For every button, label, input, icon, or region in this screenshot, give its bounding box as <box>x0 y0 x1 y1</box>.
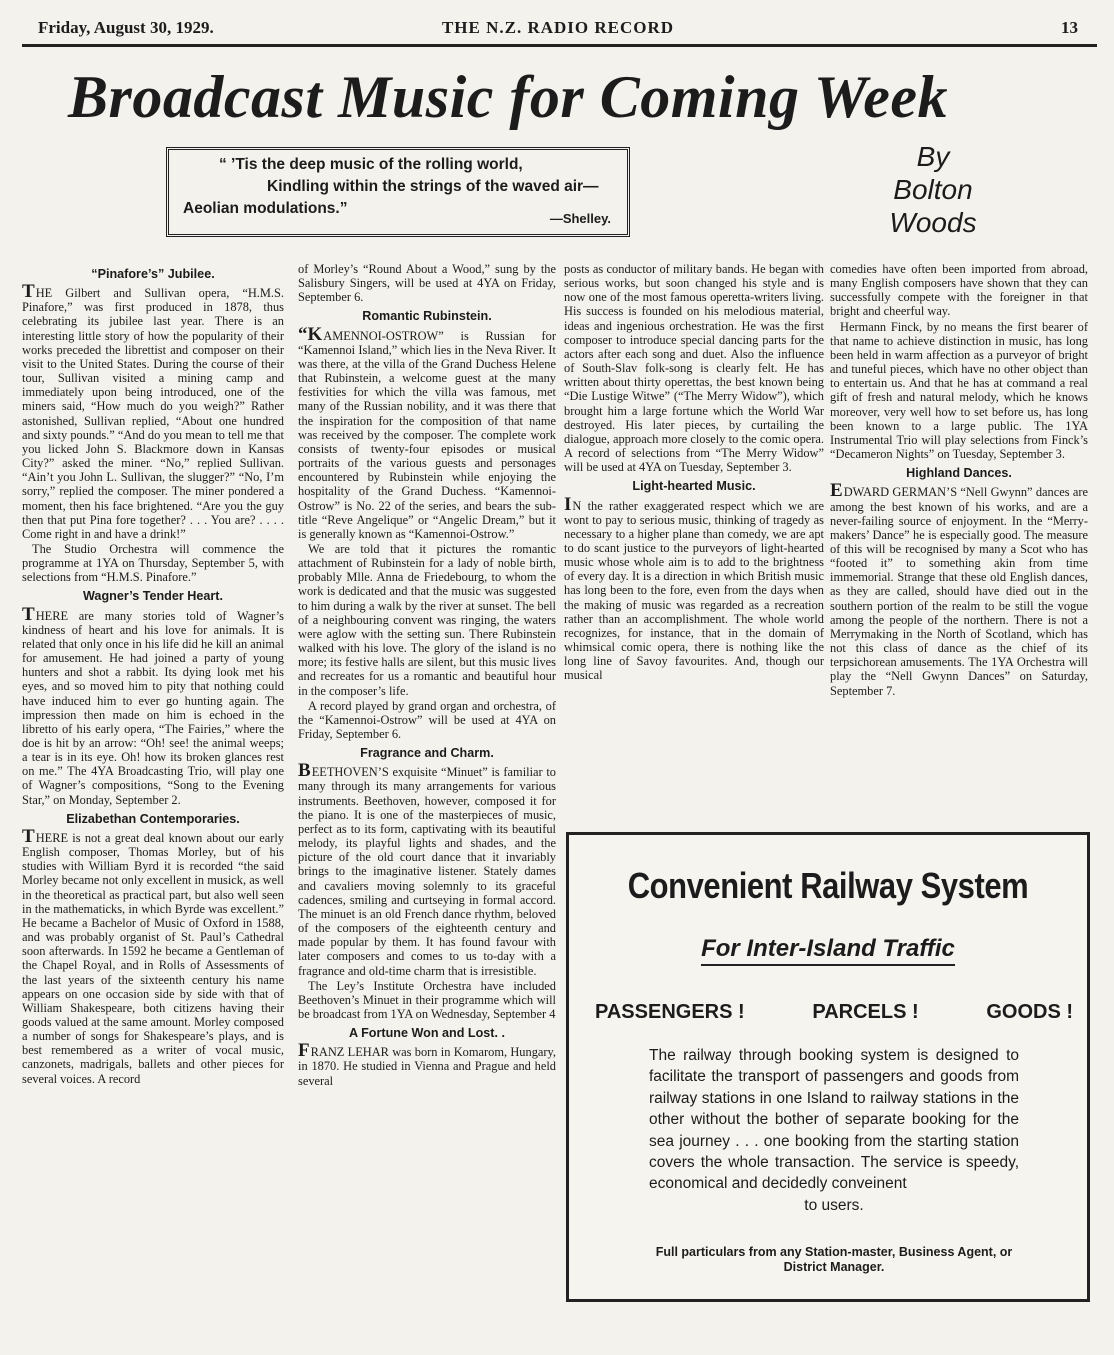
article-paragraph: THE Gilbert and Sullivan opera, “H.M.S. Pinafore,” was first produced in 1878, thus celebrating its jubilee last year. There is an interesting little story of how the popularity of their works preceded the librettist and composer on their visit to the United States. During the course of their tour, Sullivan visited a mining camp and immediately upon being introduced, one of the miners said, “How much do you weigh?” Rather astonished, Sullivan replied, “About one hundred and sixty pounds.” “And do you mean to tell me that you licked John S. Blackmore down in Kansas City?” asked the miner. “No,” replied Sullivan. “Ain’t you John L. Sullivan, the slugger?” “No, I’m sorry,” replied the composer. The miner pondered a moment, then his face brightened. “Are you the guy then that put Pina fore together? . . . You are? . . . . Come right in and have a drink!” <box>22 281 284 541</box>
drop-cap: I <box>564 493 572 515</box>
column-3 <box>564 262 824 684</box>
article-heading: “Pinafore’s” Jubilee. <box>91 267 215 281</box>
epigraph-attribution: —Shelley. <box>549 211 611 226</box>
article-paragraph: “KAMENNOI-OSTROW” is Russian for “Kamennoi Island,” which lies in the Neva River. It was there, at the villa of the Grand Duchess Helene that Rubinstein, a welcome guest at the many festivities for which the villa was famous, met many of the Russian nobility, and it was there that the inspiration for the composition of that name was received by the composer. The complete work consists of twenty-four episodes or musical portraits of the various guests and personages encountered by Rubinstein while enjoying the hospitality of the Grand Duchess. “Kamennoi-Ostrow” is No. 22 of the series, and bears the sub-title “Reve Angelique” or “Angelic Dream,” but it is generally known as “Kamennoi-Ostrow.” <box>298 323 556 541</box>
article-paragraph: FRANZ LEHAR was born in Komarom, Hungary, in 1870. He studied in Vienna and Prague and held several <box>298 1040 556 1088</box>
article-paragraph: comedies have often been imported from abroad, many English composers have shown that they can successfully compete with the foreigner in that bright and cheerful way. <box>830 262 1088 319</box>
article-heading: Elizabethan Contemporaries. <box>66 811 240 826</box>
drop-cap: F <box>298 1040 310 1062</box>
byline-name-first: Bolton <box>893 174 973 205</box>
epigraph-line: Aeolian modulations.” <box>183 200 348 217</box>
advert-title: Convenient Railway System <box>627 865 1029 906</box>
advert-service-parcels: PARCELS ! <box>812 1001 919 1023</box>
article-paragraph: The Ley’s Institute Orchestra have included Beethoven’s Minuet in their programme which will be broadcast from 1YA on Wednesday, September 4 <box>298 978 556 1021</box>
article-paragraph: posts as conductor of military bands. He began with serious works, but soon changed his style and is now one of the most famous operetta-writers living. His success is founded on his melodious material, ideas and ingenious orchestration. He was the first composer to introduce special dancing parts for the actors after each song and duet. Also the influence of South-Slav folk-song is clearly felt. He has written about thirty operettas, the best known being “Die Lustige Witwe” (“The Merry Widow”), which brought him a large fortune which the World War destroyed. His later pieces, by curtailing the dialogue, approach more closely to the comic opera. A record of selections from “The Merry Widow” will be used at 4YA on Tuesday, September 3. <box>564 262 824 475</box>
article-heading: Light-hearted Music. <box>632 479 756 494</box>
article-paragraph: A record played by grand organ and orchestra, of the “Kamennoi-Ostrow” will be used at 4YA on Friday, September 6. <box>298 698 556 741</box>
epigraph-box <box>166 147 630 237</box>
article-heading: Wagner’s Tender Heart. <box>83 589 223 604</box>
drop-cap: T <box>22 603 35 625</box>
advert-service-goods: GOODS ! <box>986 1001 1073 1023</box>
epigraph-line: “ ’Tis the deep music of the rolling world, <box>219 156 523 173</box>
drop-cap: “K <box>298 323 323 345</box>
byline-by: By <box>916 141 950 172</box>
drop-cap: B <box>298 760 311 782</box>
epigraph-line: Kindling within the strings of the waved air— <box>267 178 599 195</box>
article-heading: Fragrance and Charm. <box>360 746 494 761</box>
drop-cap: T <box>22 825 35 847</box>
page-number: 13 <box>1061 18 1078 37</box>
article-paragraph: of Morley’s “Round About a Wood,” sung by the Salisbury Singers, will be used at 4YA on Friday, September 6. <box>298 262 556 305</box>
article-paragraph: BEETHOVEN’S exquisite “Minuet” is familiar to many through its many arrangements for various instruments. Beethoven, however, composed it for the piano. It is one of the masterpieces of music, perfect as to its form, captivating with its beautiful melody, its playful lights and shades, and the picture of the old court dance that it invariably brings to the imaginative listener. Stately dames and cavaliers moving solemnly to its graceful cadences, smiling and curtseying in formal accord. The minuet is an old French dance rhythm, beloved of the composers of the eighteenth century and made popular by them. It has found favour with later composers and comes to us to-day with a fragrance and old-time charm that is irresistible. <box>298 760 556 978</box>
article-paragraph: IN the rather exaggerated respect which we are wont to pay to serious music, thinking of tragedy as necessary to a higher plane than comedy, we are apt to do scant justice to the purveyors of light-hearted music whose whole aim is to add to the brightness of every day. It is a direction in which British music has long been to the fore, even from the days when the making of music was regarded as a recreation rather than an accomplishment. The whole world recognizes, for instance, that in the domain of whimsical comic opera, there is nothing like the long line of Savoy favourites. And, though our musical <box>564 493 824 683</box>
article-paragraph: THERE are many stories told of Wagner’s kindness of heart and his love for animals. It is related that only once in his life did he kill an animal for amusement. He had joined a party of young hunters and shot a rabbit. Its dying look met his eyes, and so moved him to pity that nothing could have induced him to ever go hunting again. The impression then made on him is echoed in the libretto of his early opera, “The Fairies,” where the doe is hit by an arrow: “Oh! see! the animal weeps; a tear is in its eye. Oh! how its broken glances rest on me.” The 4YA Broadcasting Trio, will play one of Wagner’s compositions, “Song to the Evening Star,” on Monday, September 2. <box>22 603 284 807</box>
page-title: Broadcast Music for Coming Week <box>68 64 949 130</box>
header-rule <box>22 44 1097 47</box>
column-1 <box>22 262 284 1087</box>
article-heading: A Fortune Won and Lost. . <box>348 1026 505 1041</box>
advert-subtitle: For Inter-Island Traffic <box>569 935 1087 963</box>
issue-date: Friday, August 30, 1929. <box>38 18 214 37</box>
article-paragraph: EDWARD GERMAN’S “Nell Gwynn” dances are among the best known of his works, and are a never-failing source of enjoyment. In the “Merry-makers’ Dance” he is especially good. The measure of this will be recognised by many a Scot who has “footed it” to something akin from time immemorial. Strange that these old English dances, as they are called, should have died out in the southern portion of the realm to be still the vogue among the people of the northern. There is not a Merrymaking in the North of Scotland, which has not this class of dance as the chief of its terpsichorean amusements. The 1YA Orchestra will play the “Nell Gwynn Dances” on Saturday, September 7. <box>830 480 1088 698</box>
article-heading: Romantic Rubinstein. <box>362 309 492 324</box>
railway-advertisement <box>566 832 1090 1302</box>
article-paragraph: We are told that it pictures the romantic attachment of Rubinstein for a lady of noble birth, probably Mlle. Anna de Friedebourg, to whom the work is dedicated and that the music was suggested to him during a walk by the river at sunset. The bell of a neighbouring convent was ringing, the waters were aglow with the setting sun. There Rubinstein walked with his love. The glory of the island is no more; its festive halls are silent, but this music lives and recreates for us a romantic and beautiful hour in the composer’s life. <box>298 541 556 698</box>
article-paragraph: The Studio Orchestra will commence the programme at 1YA on Thursday, September 5, with selections from “H.M.S. Pinafore.” <box>22 541 284 585</box>
advert-body: The railway through booking system is designed to facilitate the transport of passengers and goods from railway stations in one Island to railway stations in the other without the bother of separate booking for the sea journey . . . one booking from the starting station covers the whole transaction. The service is speedy, economical and decidedly conveinent to users. <box>649 1047 1019 1214</box>
article-paragraph: Hermann Finck, by no means the first bearer of that name to achieve distinction in music, has long been held in warm affection as a purveyor of bright and tuneful pieces, which have no other object than to entertain us. And that he has at command a real gift of fresh and natural melody, which he knows moreover, very well how to set before us, has long been known to a large public. The 1YA Instrumental Trio will play selections from Finck’s “Decameron Nights” on Tuesday, September 3. <box>830 319 1088 462</box>
advert-footer: Full particulars from any Station-master, Business Agent, or District Manager. <box>655 1245 1013 1274</box>
drop-cap: T <box>22 281 35 303</box>
advert-services <box>595 1001 1073 1024</box>
drop-cap: E <box>830 480 843 502</box>
publication-name: THE N.Z. RADIO RECORD <box>441 18 675 37</box>
column-2 <box>298 262 556 1089</box>
byline-name-last: Woods <box>889 207 977 238</box>
article-heading: Highland Dances. <box>906 466 1012 481</box>
byline <box>858 140 1008 239</box>
article-paragraph: THERE is not a great deal known about our early English composer, Thomas Morley, but of his studies with William Byrd it is recorded “the said Morley became not only excellent in musick, as well in the theoretical as practical part, but also well seen in the mathematicks, in which Byrde was excellent.” He became a Bachelor of Music of Oxford in 1588, and was probably organist of St. Paul’s Cathedral soon afterwards. In 1592 he became a Gentleman of the Chapel Royal, and in Rolls of Assessments of the last years of the sixteenth century his name appears on one occasion side by side with that of William Shakespeare, both citizens having their goods valued at the same amount. Morley composed a number of songs for Shakespeare’s plays, and is best remembered as a writer of vocal music, canzonets, madrigals, ballets and other pieces for several voices. A record <box>22 825 284 1086</box>
page-header <box>38 18 1078 42</box>
column-4 <box>830 262 1088 699</box>
advert-service-passengers: PASSENGERS ! <box>595 1001 745 1023</box>
